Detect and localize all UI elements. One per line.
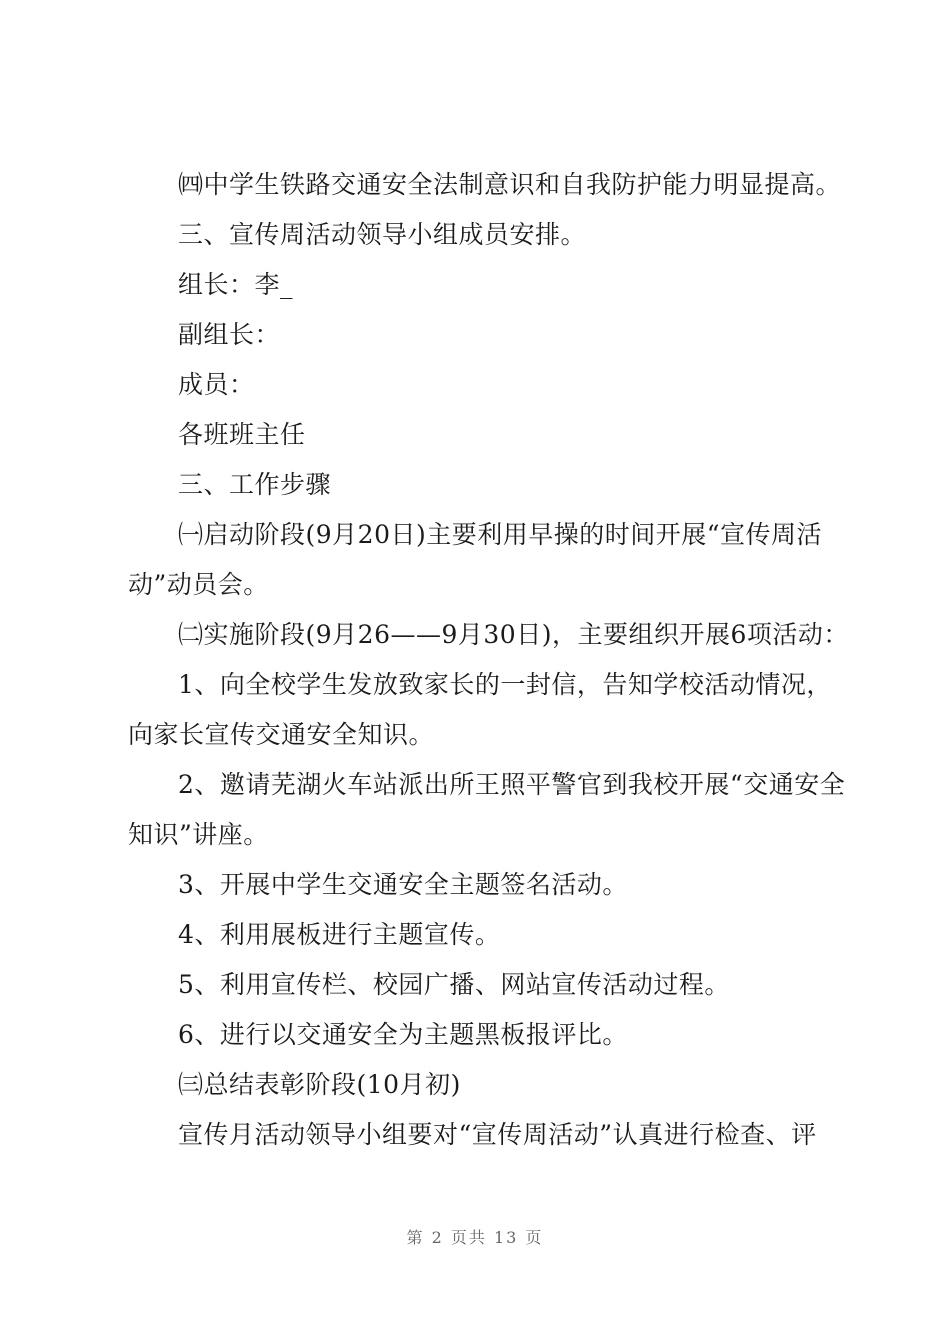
paragraph-activity-3: 3、开展中学生交通安全主题签名活动。 bbox=[178, 870, 628, 899]
paragraph-class-teachers: 各班班主任 bbox=[178, 420, 306, 449]
paragraph-activity-4: 4、利用展板进行主题宣传。 bbox=[178, 920, 501, 949]
paragraph-activity-2: 2、邀请芜湖火车站派出所王照平警官到我校开展“交通安全知识”讲座。 bbox=[128, 770, 846, 849]
paragraph-activity-1: 1、向全校学生发放致家长的一封信，告知学校活动情况，向家长宣传交通安全知识。 bbox=[128, 670, 832, 749]
paragraph-step-implementation: ㈡实施阶段(9月26——9月30日)，主要组织开展6项活动： bbox=[178, 620, 849, 649]
paragraph-deputy-leader: 副组长： bbox=[178, 320, 281, 349]
document-body bbox=[128, 160, 850, 1160]
paragraph-activity-6: 6、进行以交通安全为主题黑板报评比。 bbox=[178, 1020, 628, 1049]
paragraph-group-leader: 组长：李_ bbox=[178, 270, 294, 299]
paragraph-step-launch: ㈠启动阶段(9月20日)主要利用早操的时间开展“宣传周活动”动员会。 bbox=[128, 520, 823, 599]
paragraph-heading-leadership: 三、宣传周活动领导小组成员安排。 bbox=[178, 220, 587, 249]
paragraph-members: 成员： bbox=[178, 370, 255, 399]
paragraph-activity-5: 5、利用宣传栏、校园广播、网站宣传活动过程。 bbox=[178, 970, 730, 999]
page-number-footer: 第 2 页共 13 页 bbox=[406, 1228, 544, 1247]
paragraph-step-summary: ㈢总结表彰阶段(10月初) bbox=[178, 1070, 461, 1099]
paragraph-summary-detail: 宣传月活动领导小组要对“宣传周活动”认真进行检查、评 bbox=[178, 1120, 817, 1149]
paragraph-heading-work-steps: 三、工作步骤 bbox=[178, 470, 332, 499]
paragraph-section-4-goal: ㈣中学生铁路交通安全法制意识和自我防护能力明显提高。 bbox=[178, 170, 842, 199]
